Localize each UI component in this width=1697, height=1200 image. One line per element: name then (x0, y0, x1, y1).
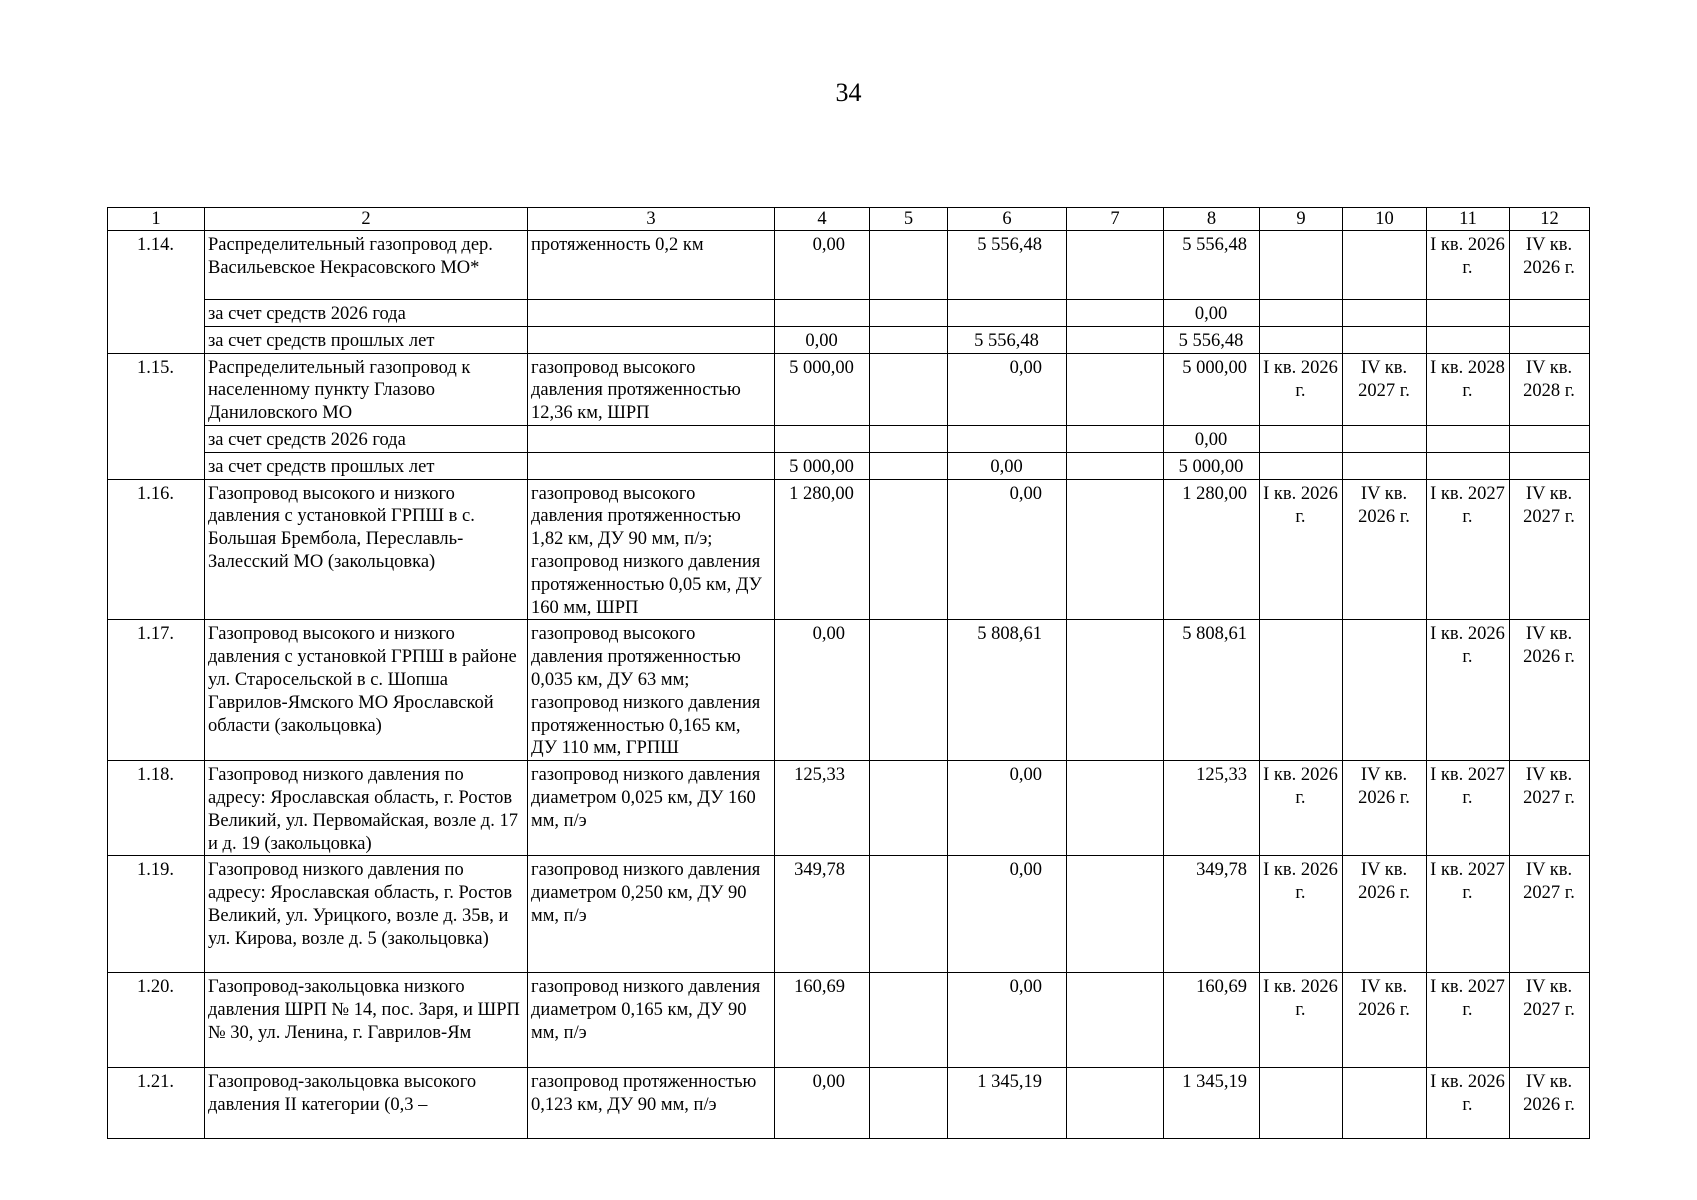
start-quarter (1260, 620, 1343, 761)
object-description: газопровод низкого давления диаметром 0,165 км, ДУ 90 мм, п/э (528, 973, 775, 1068)
header-cell: 3 (528, 208, 775, 231)
value-col4: 349,78 (775, 856, 870, 973)
table-row (108, 973, 1590, 1068)
object-description: газопровод высокого давления протяженностью 12,36 км, ШРП (528, 353, 775, 425)
object-name: Газопровод низкого давления по адресу: Ярославская область, г. Ростов Великий, ул. Урицкого, возле д. 35в, и ул. Кирова, возле д. 5 (закольцовка) (205, 856, 528, 973)
end-quarter (1343, 620, 1427, 761)
value-col6: 0,00 (948, 761, 1067, 856)
value-col7 (1067, 1068, 1164, 1139)
row-number: 1.16. (108, 479, 205, 620)
commissioning-end: IV кв. 2027 г. (1510, 973, 1590, 1068)
row-number: 1.14. (108, 231, 205, 300)
funding-label: за счет средств 2026 года (205, 300, 528, 327)
commissioning-start: I кв. 2027 г. (1427, 973, 1510, 1068)
funding-total: 0,00 (1164, 425, 1260, 452)
start-quarter: I кв. 2026 г. (1260, 479, 1343, 620)
funding-label: за счет средств 2026 года (205, 425, 528, 452)
row-number: 1.19. (108, 856, 205, 973)
header-row (108, 208, 1590, 231)
row-number: 1.21. (108, 1068, 205, 1139)
end-quarter (1343, 231, 1427, 300)
object-description: газопровод высокого давления протяженностью 1,82 км, ДУ 90 мм, п/э; газопровод низкого давления протяженностью 0,05 км, ДУ 160 мм, ШРП (528, 479, 775, 620)
funding-row: за счет средств прошлых лет 5 000,00 0,00 5 000,00 (108, 452, 1590, 479)
value-col7 (1067, 761, 1164, 856)
table-row (108, 856, 1590, 973)
row-number: 1.15. (108, 353, 205, 425)
value-col8: 160,69 (1164, 973, 1260, 1068)
value-col6: 0,00 (948, 973, 1067, 1068)
object-name: Газопровод-закольцовка низкого давления ШРП № 14, пос. Заря, и ШРП № 30, ул. Ленина, г. Гаврилов-Ям (205, 973, 528, 1068)
start-quarter: I кв. 2026 г. (1260, 856, 1343, 973)
value-col7 (1067, 973, 1164, 1068)
end-quarter (1343, 1068, 1427, 1139)
commissioning-start: I кв. 2027 г. (1427, 856, 1510, 973)
commissioning-start: I кв. 2026 г. (1427, 1068, 1510, 1139)
value-col4: 160,69 (775, 973, 870, 1068)
value-col7 (1067, 620, 1164, 761)
end-quarter: IV кв. 2026 г. (1343, 856, 1427, 973)
value-col5 (870, 353, 948, 425)
funding-total: 0,00 (1164, 300, 1260, 327)
value-col5 (870, 856, 948, 973)
table-row (108, 353, 1590, 425)
header-cell: 2 (205, 208, 528, 231)
commissioning-end: IV кв. 2026 г. (1510, 620, 1590, 761)
funding-total: 5 000,00 (1164, 452, 1260, 479)
value-col8: 1 280,00 (1164, 479, 1260, 620)
value-col4: 0,00 (775, 231, 870, 300)
start-quarter: I кв. 2026 г. (1260, 761, 1343, 856)
value-col5 (870, 479, 948, 620)
header-cell: 9 (1260, 208, 1343, 231)
commissioning-start: I кв. 2027 г. (1427, 479, 1510, 620)
funding-total: 5 556,48 (1164, 326, 1260, 353)
header-cell: 4 (775, 208, 870, 231)
commissioning-end: IV кв. 2027 г. (1510, 761, 1590, 856)
object-description: газопровод высокого давления протяженностью 0,035 км, ДУ 63 мм; газопровод низкого давления протяженностью 0,165 км, ДУ 110 мм, ГРПШ (528, 620, 775, 761)
header-cell: 7 (1067, 208, 1164, 231)
value-col6: 0,00 (948, 353, 1067, 425)
end-quarter: IV кв. 2026 г. (1343, 761, 1427, 856)
commissioning-end: IV кв. 2027 г. (1510, 856, 1590, 973)
end-quarter: IV кв. 2026 г. (1343, 973, 1427, 1068)
row-number: 1.17. (108, 620, 205, 761)
funding-label: за счет средств прошлых лет (205, 326, 528, 353)
value-col4: 125,33 (775, 761, 870, 856)
commissioning-end: IV кв. 2026 г. (1510, 231, 1590, 300)
object-name: Газопровод высокого и низкого давления с установкой ГРПШ в с. Большая Брембола, Переславль-Залесский МО (закольцовка) (205, 479, 528, 620)
header-cell: 11 (1427, 208, 1510, 231)
header-cell: 5 (870, 208, 948, 231)
value-col7 (1067, 856, 1164, 973)
object-name: Распределительный газопровод к населенному пункту Глазово Даниловского МО (205, 353, 528, 425)
object-name: Газопровод-закольцовка высокого давления II категории (0,3 – (205, 1068, 528, 1139)
object-description: протяженность 0,2 км (528, 231, 775, 300)
value-col8: 5 808,61 (1164, 620, 1260, 761)
table-row (108, 479, 1590, 620)
start-quarter: I кв. 2026 г. (1260, 973, 1343, 1068)
object-name: Газопровод низкого давления по адресу: Ярославская область, г. Ростов Великий, ул. Первомайская, возле д. 17 и д. 19 (закольцовка) (205, 761, 528, 856)
object-name: Газопровод высокого и низкого давления с установкой ГРПШ в районе ул. Старосельской в с. Шопша Гаврилов-Ямского МО Ярославской области (закольцовка) (205, 620, 528, 761)
value-col8: 5 000,00 (1164, 353, 1260, 425)
value-col5 (870, 620, 948, 761)
header-cell: 6 (948, 208, 1067, 231)
value-col6: 0,00 (948, 479, 1067, 620)
value-col6: 5 808,61 (948, 620, 1067, 761)
commissioning-start: I кв. 2027 г. (1427, 761, 1510, 856)
value-col5 (870, 231, 948, 300)
value-col6: 5 556,48 (948, 231, 1067, 300)
value-col5 (870, 1068, 948, 1139)
value-col6: 1 345,19 (948, 1068, 1067, 1139)
start-quarter (1260, 1068, 1343, 1139)
header-cell: 8 (1164, 208, 1260, 231)
value-col8: 125,33 (1164, 761, 1260, 856)
value-col8: 1 345,19 (1164, 1068, 1260, 1139)
commissioning-end: IV кв. 2027 г. (1510, 479, 1590, 620)
start-quarter: I кв. 2026 г. (1260, 353, 1343, 425)
program-table (107, 207, 1590, 1139)
end-quarter: IV кв. 2026 г. (1343, 479, 1427, 620)
commissioning-start: I кв. 2026 г. (1427, 620, 1510, 761)
table-row (108, 761, 1590, 856)
table-row (108, 1068, 1590, 1139)
value-col8: 5 556,48 (1164, 231, 1260, 300)
value-col4: 5 000,00 (775, 353, 870, 425)
header-cell: 10 (1343, 208, 1427, 231)
object-name: Распределительный газопровод дер. Васильевское Некрасовского МО* (205, 231, 528, 300)
header-cell: 1 (108, 208, 205, 231)
funding-label: за счет средств прошлых лет (205, 452, 528, 479)
value-col8: 349,78 (1164, 856, 1260, 973)
page-number: 34 (835, 78, 862, 107)
end-quarter: IV кв. 2027 г. (1343, 353, 1427, 425)
value-col4: 0,00 (775, 620, 870, 761)
commissioning-end: IV кв. 2026 г. (1510, 1068, 1590, 1139)
value-col4: 0,00 (775, 1068, 870, 1139)
value-col7 (1067, 479, 1164, 620)
funding-row: за счет средств прошлых лет 0,00 5 556,48 5 556,48 (108, 326, 1590, 353)
commissioning-end: IV кв. 2028 г. (1510, 353, 1590, 425)
object-description: газопровод низкого давления диаметром 0,250 км, ДУ 90 мм, п/э (528, 856, 775, 973)
commissioning-start: I кв. 2026 г. (1427, 231, 1510, 300)
object-description: газопровод протяженностью 0,123 км, ДУ 90 мм, п/э (528, 1068, 775, 1139)
value-col7 (1067, 231, 1164, 300)
value-col5 (870, 761, 948, 856)
header-cell: 12 (1510, 208, 1590, 231)
funding-row (108, 300, 1590, 327)
value-col5 (870, 973, 948, 1068)
funding-row (108, 425, 1590, 452)
object-description: газопровод низкого давления диаметром 0,025 км, ДУ 160 мм, п/э (528, 761, 775, 856)
row-number: 1.20. (108, 973, 205, 1068)
start-quarter (1260, 231, 1343, 300)
table-row (108, 620, 1590, 761)
row-number: 1.18. (108, 761, 205, 856)
table-row (108, 231, 1590, 300)
value-col7 (1067, 353, 1164, 425)
value-col4: 1 280,00 (775, 479, 870, 620)
value-col6: 0,00 (948, 856, 1067, 973)
commissioning-start: I кв. 2028 г. (1427, 353, 1510, 425)
